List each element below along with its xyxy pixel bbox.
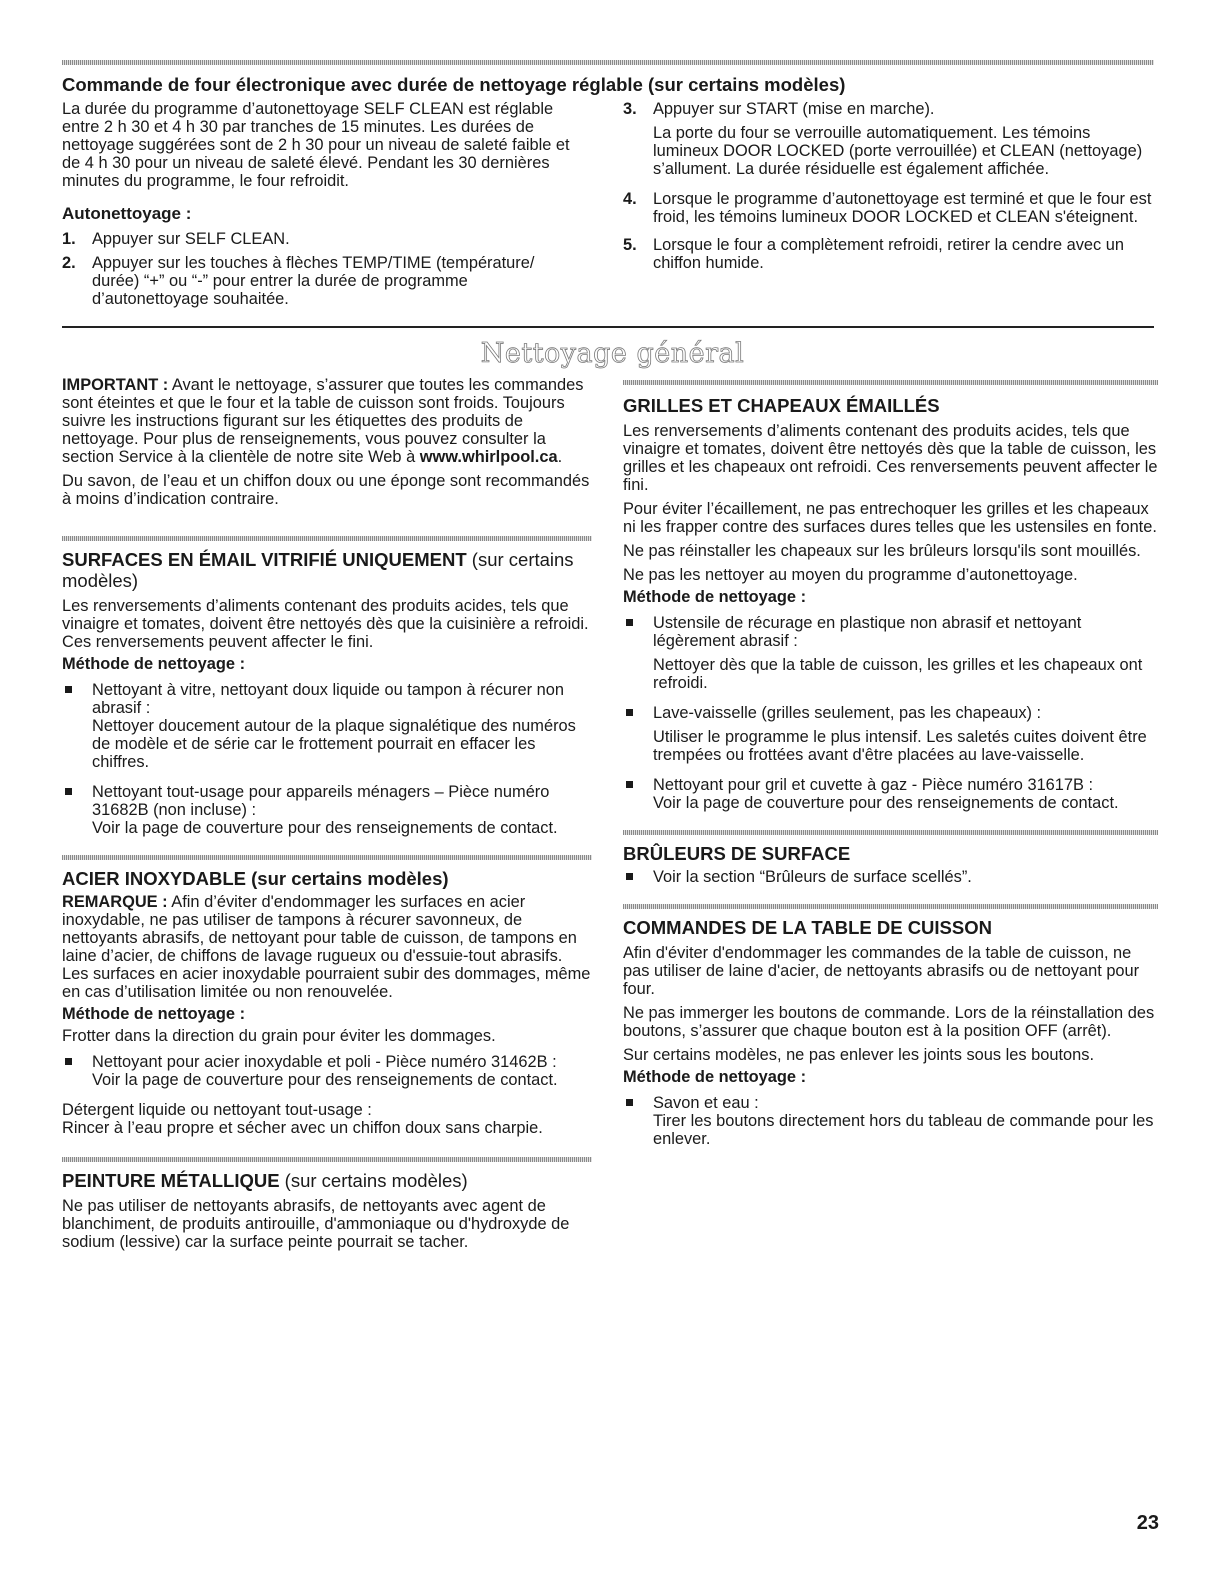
- bullet-detail: Nettoyer dès que la table de cuisson, les grilles et les chapeaux ont refroidi.: [653, 656, 1143, 692]
- burners-title: BRÛLEURS DE SURFACE: [623, 843, 851, 864]
- step-3: [623, 100, 1158, 178]
- bullet-line: Nettoyer doucement autour de la plaque signalétique des numéros de modèle et de série car le frottement pourrait en effacer les chiffres.: [92, 717, 576, 771]
- controls-text-3: Sur certains modèles, ne pas enlever les joints sous les boutons.: [623, 1046, 1095, 1064]
- grates-title: GRILLES ET CHAPEAUX ÉMAILLÉS: [623, 395, 940, 416]
- important-end: .: [557, 448, 563, 466]
- list-item: [623, 614, 1158, 692]
- bullet-line: Nettoyant à vitre, nettoyant doux liquide ou tampon à récurer non abrasif :: [92, 681, 564, 717]
- enamel-text: Les renversements d’aliments contenant des produits acides, tels que vinaigre et tomates, doivent être nettoyés dès que la cuisinière a refroidi. Ces renversements peuvent affecter le fini.: [62, 597, 589, 651]
- top-right-column: [623, 100, 1158, 272]
- important-notice: [62, 376, 592, 466]
- bullet-text: Lave-vaisselle (grilles seulement, pas les chapeaux) :: [653, 704, 1042, 722]
- grates-text-2: Pour éviter l’écaillement, ne pas entrechoquer les grilles et les chapeaux ni les frapper contre des surfaces dures telles que les ustensiles en fonte.: [623, 500, 1157, 536]
- bullet-line: Nettoyant tout-usage pour appareils ménagers – Pièce numéro 31682B (non incluse) :: [92, 783, 550, 819]
- hatch-divider: [62, 536, 592, 541]
- list-item: [62, 783, 592, 837]
- bullet-icon: [626, 619, 633, 626]
- step-number: 2.: [62, 254, 76, 272]
- step-5: [623, 236, 1158, 272]
- step-text: Lorsque le four a complètement refroidi, retirer la cendre avec un chiffon humide.: [653, 236, 1125, 272]
- important-label: IMPORTANT :: [62, 376, 169, 394]
- step-number: 5.: [623, 236, 637, 254]
- step-1: [62, 230, 582, 248]
- stainless-title: [62, 868, 592, 889]
- hatch-divider: [62, 855, 592, 860]
- step-text: Lorsque le programme d’autonettoyage est terminé et que le four est froid, les témoins lumineux DOOR LOCKED et CLEAN s'éteignent.: [653, 190, 1152, 226]
- hatch-divider: [623, 380, 1158, 385]
- controls-method-heading: Méthode de nettoyage :: [623, 1068, 807, 1086]
- stainless-title-text: ACIER INOXYDABLE: [62, 868, 246, 889]
- top-hatch-divider: [62, 60, 1154, 65]
- controls-title: COMMANDES DE LA TABLE DE CUISSON: [623, 917, 992, 938]
- bullet-icon: [65, 686, 72, 693]
- list-item: [62, 681, 592, 771]
- step-2: [62, 254, 582, 308]
- bullet-detail: Voir la page de couverture pour des renseignements de contact.: [653, 794, 1119, 812]
- controls-text-1: Afin d'éviter d'endommager les commandes de la table de cuisson, ne pas utiliser de laine d'acier, de nettoyants abrasifs ou de nettoyant pour four.: [623, 944, 1140, 998]
- list-item: [623, 704, 1158, 764]
- page-number: 23: [1136, 1512, 1159, 1534]
- enamel-method-heading: Méthode de nettoyage :: [62, 655, 246, 673]
- self-clean-subhead: Autonettoyage :: [62, 204, 192, 223]
- step-number: 1.: [62, 230, 76, 248]
- enamel-title-text: SURFACES EN ÉMAIL VITRIFIÉ UNIQUEMENT: [62, 549, 467, 570]
- hatch-divider: [623, 904, 1158, 909]
- soap-note: Du savon, de l’eau et un chiffon doux ou une éponge sont recommandés à moins d’indication contraire.: [62, 472, 590, 508]
- oven-control-title: Commande de four électronique avec durée de nettoyage réglable (sur certains modèles): [62, 74, 846, 95]
- bullet-text: Voir la section “Brûleurs de surface scellés”.: [653, 868, 972, 886]
- list-item: [623, 868, 1158, 886]
- step-text: Appuyer sur les touches à flèches TEMP/TIME (température/ durée) “+” ou “-” pour entrer la durée de programme d’autonettoyage souhaitée.: [92, 254, 535, 308]
- step-number: 4.: [623, 190, 637, 208]
- step-4: [623, 190, 1158, 226]
- self-clean-intro: La durée du programme d’autonettoyage SELF CLEAN est réglable entre 2 h 30 et 4 h 30 par tranches de 15 minutes. Les durées de nettoyage suggérées sont de 2 h 30 pour un niveau de saleté faible et de 4 h 30 pour un niveau de saleté élevé. Pendant les 30 dernières minutes du programme, le four refroidit.: [62, 100, 570, 190]
- bullet-icon: [626, 1099, 633, 1106]
- grates-method-heading: Méthode de nettoyage :: [623, 588, 807, 606]
- step-text: Appuyer sur SELF CLEAN.: [92, 230, 290, 248]
- paint-title: [62, 1170, 592, 1191]
- stainless-title-suffix: (sur certains modèles): [246, 868, 449, 889]
- bullet-detail: Utiliser le programme le plus intensif. Les saletés cuites doivent être trempées ou frottées avant d'être placées au lave-vaisselle.: [653, 728, 1147, 764]
- list-item: [62, 1053, 592, 1089]
- rinse-note: Rincer à l’eau propre et sécher avec un chiffon doux sans charpie.: [62, 1119, 543, 1137]
- enamel-title-suffix: (sur certains modèles): [62, 549, 574, 591]
- bullet-icon: [65, 1058, 72, 1065]
- stainless-remark: [62, 893, 592, 1001]
- list-item: [623, 776, 1158, 812]
- remark-text: Afin d’éviter d'endommager les surfaces en acier inoxydable, ne pas utiliser de tampons à récurer savonneux, de nettoyants abrasifs, de nettoyant pour table de cuisson, de tampons en laine d’acier, de chiffons de lavage rugueux ou d'essuie-tout abrasifs. Les surfaces en acier inoxydable pourraient subir des dommages, même en cas d’utilisation limitée ou non renouvelée.: [62, 893, 591, 1001]
- step-detail: La porte du four se verrouille automatiquement. Les témoins lumineux DOOR LOCKED (porte verrouillée) et CLEAN (nettoyage) s’allument. La durée résiduelle est également affichée.: [653, 124, 1143, 178]
- remark-label: REMARQUE :: [62, 893, 168, 911]
- controls-text-2: Ne pas immerger les boutons de commande. Lors de la réinstallation des boutons, s’assurer que chaque bouton est à la position OFF (arrêt).: [623, 1004, 1155, 1040]
- step-text: Appuyer sur START (mise en marche).: [653, 100, 935, 118]
- bullet-text: Nettoyant pour gril et cuvette à gaz - Pièce numéro 31617B :: [653, 776, 1094, 794]
- grates-text-4: Ne pas les nettoyer au moyen du programme d’autonettoyage.: [623, 566, 1078, 584]
- grates-text-3: Ne pas réinstaller les chapeaux sur les brûleurs lorsqu'ils sont mouillés.: [623, 542, 1141, 560]
- grates-text-1: Les renversements d’aliments contenant des produits acides, tels que vinaigre et tomates, doivent être nettoyés dès que la table de cuisson, les grilles et les chapeaux ont refroidi. Ces renversements peuvent affecter le fini.: [623, 422, 1158, 494]
- hatch-divider: [623, 830, 1158, 835]
- bullet-line: Voir la page de couverture pour des renseignements de contact.: [92, 819, 558, 837]
- list-item: [623, 1094, 1158, 1148]
- stainless-method-heading: Méthode de nettoyage :: [62, 1005, 246, 1023]
- bullet-line: Nettoyant pour acier inoxydable et poli - Pièce numéro 31462B :: [92, 1053, 557, 1071]
- detergent-note: Détergent liquide ou nettoyant tout-usage :: [62, 1101, 372, 1119]
- bullet-text: Savon et eau :: [653, 1094, 759, 1112]
- paint-text: Ne pas utiliser de nettoyants abrasifs, de nettoyants avec agent de blanchiment, de produits antirouille, d'ammoniaque ou d'hydroxyde de sodium (lessive) car la surface peinte pourrait se tacher.: [62, 1197, 570, 1251]
- paint-title-suffix: (sur certains modèles): [279, 1170, 468, 1191]
- bullet-icon: [626, 709, 633, 716]
- top-left-column: [62, 100, 582, 308]
- paint-title-text: PEINTURE MÉTALLIQUE: [62, 1170, 280, 1191]
- important-text: Avant le nettoyage, s’assurer que toutes les commandes sont éteintes et que le four et la table de cuisson sont froids. Toujours suivre les instructions figurant sur les étiquettes des produits de nettoyage. Pour plus de renseignements, vous pouvez consulter la section Service à la clientèle de notre site Web à: [62, 376, 584, 466]
- step-number: 3.: [623, 100, 637, 118]
- general-cleaning-title: Nettoyage général: [480, 338, 745, 369]
- stainless-rub-note: Frotter dans la direction du grain pour éviter les dommages.: [62, 1027, 496, 1045]
- left-column: [62, 376, 592, 1251]
- section-rule: [62, 326, 1154, 328]
- website-link[interactable]: www.whirlpool.ca: [419, 448, 558, 466]
- bullet-icon: [626, 781, 633, 788]
- hatch-divider: [62, 1157, 592, 1162]
- bullet-text: Ustensile de récurage en plastique non abrasif et nettoyant légèrement abrasif :: [653, 614, 1082, 650]
- bullet-line: Voir la page de couverture pour des renseignements de contact.: [92, 1071, 558, 1089]
- enamel-title: [62, 549, 592, 591]
- bullet-detail: Tirer les boutons directement hors du tableau de commande pour les enlever.: [653, 1112, 1154, 1148]
- bullet-icon: [65, 788, 72, 795]
- bullet-icon: [626, 873, 633, 880]
- right-column: [623, 376, 1158, 1148]
